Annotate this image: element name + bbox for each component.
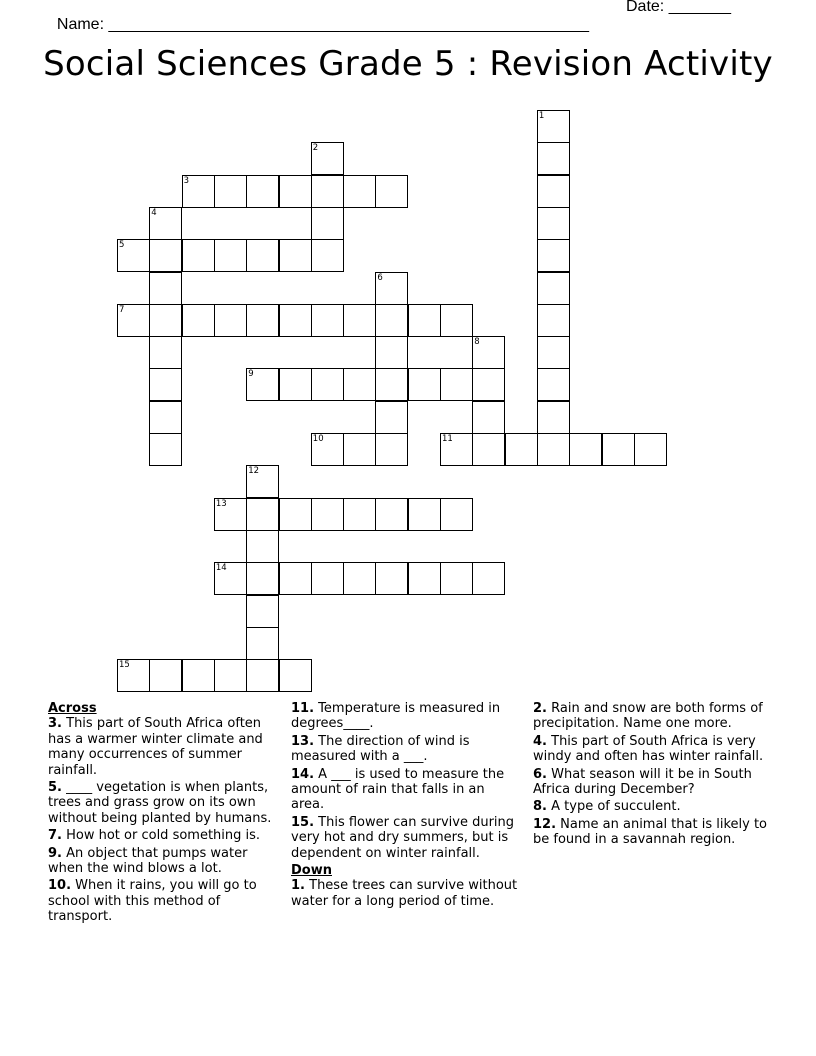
crossword-cell[interactable] — [214, 304, 247, 337]
clue-down-4 — [533, 734, 773, 765]
crossword-cell[interactable] — [472, 368, 505, 401]
crossword-cell[interactable] — [440, 304, 473, 337]
clue-text: Name an animal that is likely to be found in a savannah region. — [533, 816, 768, 848]
clue-text: When it rains, you will go to school with this method of transport. — [48, 878, 257, 925]
crossword-cell[interactable] — [214, 239, 247, 272]
crossword-cell[interactable] — [117, 304, 150, 337]
crossword-cell[interactable] — [182, 659, 215, 692]
crossword-cell[interactable] — [375, 562, 408, 595]
clue-text: A type of succulent. — [551, 799, 681, 815]
crossword-cell[interactable] — [246, 465, 279, 498]
crossword-cell[interactable] — [311, 304, 344, 337]
crossword-cell[interactable] — [279, 562, 312, 595]
clue-text: This part of South Africa often has a warmer winter climate and many occurrences of summer rainfall. — [48, 716, 263, 778]
crossword-cell[interactable] — [375, 368, 408, 401]
crossword-cell[interactable] — [246, 530, 279, 563]
crossword-cell[interactable] — [375, 175, 408, 208]
date-field-label[interactable]: Date: _______ — [626, 0, 731, 15]
crossword-cell[interactable] — [375, 498, 408, 531]
crossword-cell[interactable] — [117, 659, 150, 692]
crossword-cell[interactable] — [311, 142, 344, 175]
clue-across-5 — [48, 780, 284, 826]
crossword-cell[interactable] — [375, 336, 408, 369]
crossword-cell[interactable] — [182, 175, 215, 208]
name-field-label[interactable]: Name: ______________________________________________________ — [56, 16, 589, 33]
across-heading: Across — [48, 701, 97, 716]
crossword-cell[interactable] — [311, 207, 344, 240]
crossword-cell[interactable] — [246, 562, 279, 595]
cell-number: 1 — [538, 111, 545, 121]
crossword-cell[interactable] — [149, 336, 182, 369]
clue-number: 9. — [48, 845, 62, 861]
crossword-cell[interactable] — [343, 498, 376, 531]
clue-down-1 — [291, 878, 521, 909]
crossword-cell[interactable] — [246, 239, 279, 272]
crossword-cell[interactable] — [343, 304, 376, 337]
crossword-cell[interactable] — [537, 433, 570, 466]
crossword-cell[interactable] — [537, 401, 570, 434]
page-title: Social Sciences Grade 5 : Revision Activity — [43, 44, 773, 84]
crossword-cell[interactable] — [246, 498, 279, 531]
cell-number: 7 — [119, 304, 125, 315]
crossword-cell[interactable] — [149, 207, 182, 240]
crossword-cell[interactable] — [149, 239, 182, 272]
crossword-cell[interactable] — [149, 304, 182, 337]
crossword-cell[interactable] — [537, 336, 570, 369]
clue-number: 5. — [48, 780, 62, 796]
clue-across-11 — [291, 701, 521, 732]
crossword-cell[interactable] — [149, 433, 182, 466]
clue-text: This flower can survive during very hot and dry summers, but is dependent on winter rainfall. — [291, 814, 515, 861]
clue-across-3 — [48, 716, 284, 778]
crossword-cell[interactable] — [149, 272, 182, 305]
cell-number: 3 — [183, 175, 190, 186]
crossword-cell[interactable] — [182, 304, 215, 337]
crossword-cell[interactable] — [537, 239, 570, 272]
clue-number: 7. — [48, 828, 62, 844]
cell-number: 2 — [312, 143, 319, 154]
clue-number: 15. — [291, 814, 315, 830]
cell-number: 6 — [377, 272, 383, 283]
crossword-cell[interactable] — [408, 304, 441, 337]
crossword-cell[interactable] — [279, 368, 312, 401]
crossword-cell[interactable] — [472, 401, 505, 434]
crossword-cell[interactable] — [472, 336, 505, 369]
cell-number: 11 — [442, 434, 453, 444]
cell-number: 8 — [474, 337, 480, 348]
crossword-cell[interactable] — [311, 498, 344, 531]
crossword-cell[interactable] — [602, 433, 635, 466]
clue-down-8 — [533, 799, 773, 814]
crossword-cell[interactable] — [537, 272, 570, 305]
crossword-cell[interactable] — [279, 498, 312, 531]
clue-across-13 — [291, 734, 521, 765]
crossword-cell[interactable] — [214, 562, 247, 595]
crossword-cell[interactable] — [472, 433, 505, 466]
cell-number: 9 — [248, 369, 254, 380]
clue-number: 10. — [48, 878, 72, 894]
crossword-cell[interactable] — [311, 562, 344, 595]
crossword-cell[interactable] — [279, 239, 312, 272]
clue-across-14 — [291, 767, 521, 813]
crossword-cell[interactable] — [343, 368, 376, 401]
cell-number: 14 — [215, 563, 227, 574]
cell-number: 15 — [119, 660, 130, 671]
cell-number: 10 — [312, 434, 324, 444]
crossword-cell[interactable] — [246, 368, 279, 401]
crossword-cell[interactable] — [537, 175, 570, 208]
clue-text: This part of South Africa is very windy and often has winter rainfall. — [533, 733, 764, 765]
crossword-cell[interactable] — [311, 433, 344, 466]
clue-number: 3. — [48, 716, 62, 732]
crossword-cell[interactable] — [214, 498, 247, 531]
clue-number: 13. — [291, 733, 315, 749]
crossword-cell[interactable] — [246, 304, 279, 337]
clue-text: A ___ is used to measure the amount of rain that falls in an area. — [291, 766, 505, 813]
clue-across-7 — [48, 828, 284, 843]
clue-across-15 — [291, 815, 521, 861]
crossword-cell[interactable] — [343, 433, 376, 466]
clue-text: How hot or cold something is. — [66, 828, 261, 844]
clue-number: 1. — [291, 878, 305, 894]
clue-across-9 — [48, 846, 284, 877]
clue-across-10 — [48, 878, 284, 924]
clue-number: 14. — [291, 766, 315, 782]
crossword-cell[interactable] — [343, 562, 376, 595]
crossword-cell[interactable] — [537, 304, 570, 337]
clue-text: ____ vegetation is when plants, trees and grass grow on its own without being planted by humans. — [48, 780, 272, 826]
crossword-cell[interactable] — [279, 175, 312, 208]
crossword-cell[interactable] — [214, 175, 247, 208]
crossword-cell[interactable] — [569, 433, 602, 466]
clue-text: An object that pumps water when the wind blows a lot. — [48, 845, 248, 877]
clue-down-6 — [533, 767, 773, 798]
crossword-cell[interactable] — [375, 433, 408, 466]
crossword-cell[interactable] — [279, 659, 312, 692]
crossword-cell[interactable] — [214, 659, 247, 692]
clue-number: 6. — [533, 766, 547, 782]
crossword-cell[interactable] — [311, 368, 344, 401]
crossword-cell[interactable] — [246, 627, 279, 660]
clue-text: Temperature is measured in degrees____. — [291, 701, 501, 732]
clue-text: The direction of wind is measured with a ___. — [291, 733, 470, 765]
clues-column-1 — [48, 701, 284, 927]
crossword-cell[interactable] — [375, 304, 408, 337]
crossword-cell[interactable] — [408, 562, 441, 595]
cell-number: 12 — [248, 466, 260, 477]
crossword-cell[interactable] — [472, 562, 505, 595]
crossword-cell[interactable] — [149, 368, 182, 401]
crossword-cell[interactable] — [440, 562, 473, 595]
crossword-cell[interactable] — [408, 498, 441, 531]
crossword-cell[interactable] — [279, 304, 312, 337]
cell-number: 5 — [119, 240, 125, 251]
clue-text: These trees can survive without water for a long period of time. — [291, 878, 518, 909]
crossword-cell[interactable] — [182, 239, 215, 272]
crossword-cell[interactable] — [149, 401, 182, 434]
crossword-cell[interactable] — [246, 595, 279, 628]
crossword-cell[interactable] — [537, 368, 570, 401]
clue-number: 4. — [533, 733, 547, 749]
clue-number: 2. — [533, 701, 547, 716]
crossword-cell[interactable] — [537, 142, 570, 175]
crossword-cell[interactable] — [537, 110, 570, 143]
crossword-cell[interactable] — [505, 433, 538, 466]
clue-text: What season will it be in South Africa during December? — [533, 766, 752, 798]
crossword-cell[interactable] — [537, 207, 570, 240]
cell-number: 13 — [215, 498, 227, 509]
clues-column-3 — [533, 701, 773, 850]
crossword-cell[interactable] — [634, 433, 667, 466]
clue-number: 12. — [533, 816, 557, 832]
clue-number: 8. — [533, 799, 547, 815]
down-heading: Down — [291, 863, 332, 879]
crossword-cell[interactable] — [375, 272, 408, 305]
crossword-cell[interactable] — [408, 368, 441, 401]
crossword-cell[interactable] — [440, 368, 473, 401]
cell-number: 4 — [151, 207, 157, 218]
clues-column-2 — [291, 701, 521, 911]
crossword-cell[interactable] — [343, 175, 376, 208]
crossword-cell[interactable] — [375, 401, 408, 434]
clue-number: 11. — [291, 701, 315, 716]
crossword-cell[interactable] — [440, 498, 473, 531]
clue-down-2 — [533, 701, 773, 732]
crossword-cell[interactable] — [311, 239, 344, 272]
crossword-cell[interactable] — [246, 175, 279, 208]
crossword-cell[interactable] — [311, 175, 344, 208]
crossword-cell[interactable] — [246, 659, 279, 692]
crossword-cell[interactable] — [440, 433, 473, 466]
crossword-cell[interactable] — [149, 659, 182, 692]
clue-text: Rain and snow are both forms of precipitation. Name one more. — [533, 701, 763, 732]
crossword-cell[interactable] — [117, 239, 150, 272]
clue-down-12 — [533, 817, 773, 848]
